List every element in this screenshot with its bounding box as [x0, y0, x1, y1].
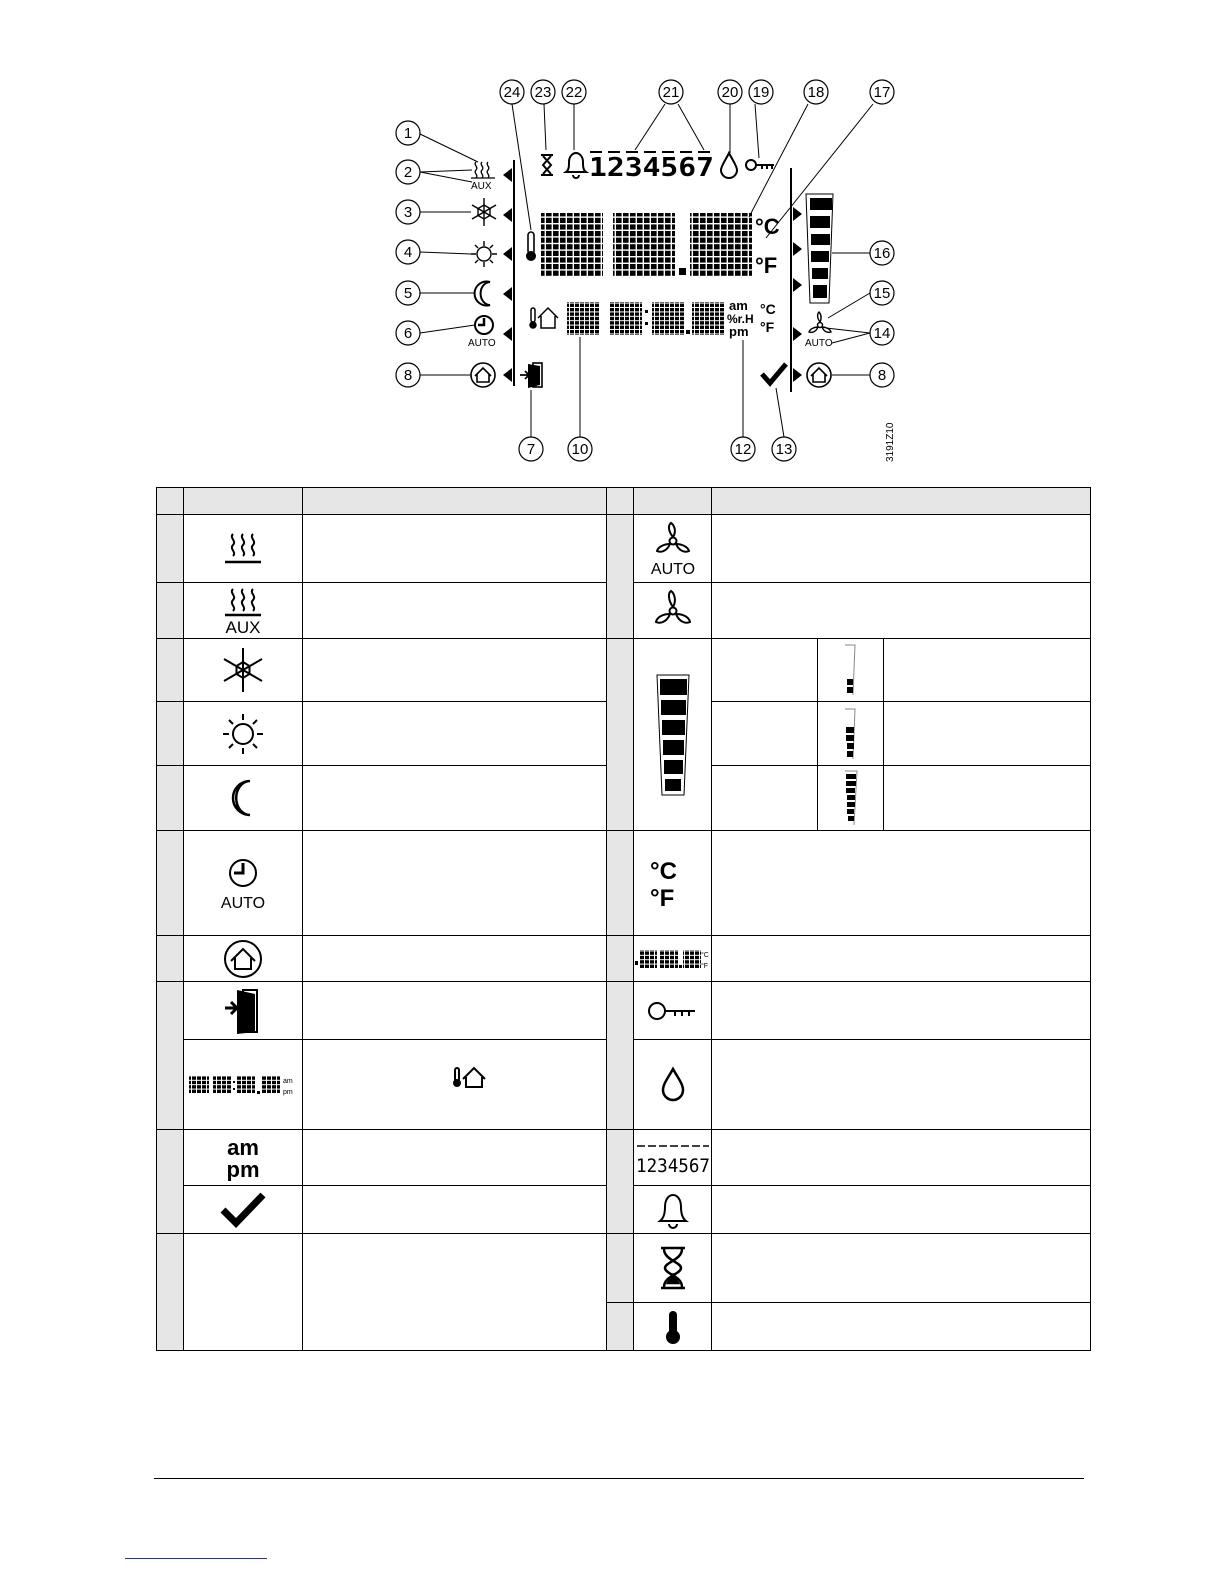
callout-22: 22 — [565, 84, 583, 101]
economy-moon-icon — [221, 775, 265, 821]
time-am: am — [283, 1077, 293, 1085]
am-pm-icon — [218, 1135, 268, 1181]
day-digits-icon — [635, 1138, 711, 1178]
unit-f-legend: °F — [649, 885, 674, 910]
speed-mid-icon — [841, 707, 861, 761]
table-row — [157, 936, 1091, 982]
callout-8-left: 8 — [403, 367, 413, 384]
decimal-point — [679, 268, 686, 275]
unit-f-small: °F — [760, 319, 775, 335]
aux-heating-icon — [221, 587, 265, 635]
bell-icon — [566, 153, 586, 178]
small-dp — [686, 330, 690, 334]
table-row — [157, 1130, 1091, 1186]
fan-auto-icon — [648, 521, 698, 577]
door-icon — [520, 363, 542, 388]
lcd-display-figure — [380, 70, 920, 470]
callout-4: 4 — [403, 244, 413, 261]
footer-link-underline[interactable] — [125, 1558, 267, 1559]
thermometer-icon — [526, 232, 536, 261]
callout-20: 20 — [721, 84, 739, 101]
callout-16: 16 — [873, 245, 891, 262]
digit-block-1 — [541, 213, 603, 276]
drop-icon — [721, 153, 737, 178]
cooling-icon — [472, 198, 496, 226]
footer-rule — [154, 1478, 1084, 1479]
colon-dot-a — [645, 310, 648, 313]
digit-block-2 — [613, 213, 675, 276]
aux-heating-label: AUX — [225, 617, 261, 635]
sun-icon — [471, 241, 497, 267]
callout-5: 5 — [403, 285, 413, 302]
unit-f-main: °F — [755, 253, 778, 278]
temp-segments-icon — [635, 947, 711, 971]
fan-auto-label: AUTO — [650, 560, 695, 577]
unit-c-small: °C — [760, 301, 776, 317]
heating-aux-icon — [471, 162, 495, 178]
fan-icon-legend — [648, 587, 698, 635]
room-thermo-icon — [530, 308, 558, 328]
home-icon — [221, 939, 265, 979]
fan-speed-bar-icon — [653, 673, 693, 797]
ampm-pm: pm — [226, 1156, 260, 1181]
callout-18: 18 — [807, 84, 825, 101]
check-icon-legend — [218, 1190, 268, 1230]
day-digits — [589, 152, 714, 183]
drop-icon-legend — [658, 1065, 688, 1105]
comfort-sun-icon — [221, 711, 265, 757]
right-pointers — [793, 207, 802, 382]
bell-icon-legend — [656, 1191, 690, 1229]
pm-label: pm — [729, 324, 749, 339]
callout-19: 19 — [752, 84, 770, 101]
callout-23: 23 — [534, 84, 552, 101]
cooling-icon-legend — [221, 645, 265, 695]
callout-14: 14 — [873, 325, 891, 342]
aux-label: AUX — [471, 181, 492, 192]
hourglass-icon — [541, 155, 553, 175]
fan-icon — [809, 312, 831, 332]
table-row — [157, 831, 1091, 936]
callout-17: 17 — [873, 84, 891, 101]
callout-21: 21 — [662, 84, 680, 101]
callout-1: 1 — [403, 125, 413, 142]
table-row — [157, 515, 1091, 583]
small-digit-0 — [567, 302, 599, 335]
table-header-row — [157, 488, 1091, 515]
unit-c-main: °C — [755, 214, 780, 239]
callout-2: 2 — [403, 164, 413, 181]
heating-icon — [221, 531, 265, 567]
key-icon — [746, 160, 774, 170]
temp-seg-c: °C — [700, 951, 709, 959]
ampm-am: am — [227, 1134, 259, 1160]
rh-label: %r.H — [727, 312, 754, 326]
auto-clock-icon-legend — [217, 855, 269, 911]
table-row — [157, 982, 1091, 1040]
callout-15: 15 — [873, 285, 891, 302]
auto-clock-icon — [475, 316, 493, 334]
day-digits-legend: 1234567 — [635, 1154, 710, 1177]
callout-12: 12 — [734, 441, 752, 458]
callout-3: 3 — [403, 204, 413, 221]
door-icon-legend — [221, 986, 265, 1036]
speed-high-icon — [841, 769, 861, 827]
callout-8-right: 8 — [877, 367, 887, 384]
callout-7: 7 — [526, 441, 536, 458]
key-icon-legend — [645, 999, 701, 1023]
unit-icon — [648, 856, 698, 910]
day-digits-text: 1234567 — [589, 153, 714, 183]
small-digit-3 — [692, 302, 724, 335]
moon-icon — [475, 282, 490, 306]
auto-label-right: AUTO — [805, 338, 833, 349]
time-segments-icon — [187, 1072, 299, 1098]
callout-24: 24 — [503, 84, 521, 101]
colon-dot-b — [645, 322, 648, 325]
fan-speed-bars — [806, 194, 833, 303]
temp-seg-f: °F — [700, 962, 708, 970]
small-digit-1 — [610, 302, 642, 335]
home-icon-left — [471, 363, 495, 387]
small-digit-2 — [652, 302, 684, 335]
am-label: am — [729, 298, 748, 313]
digit-block-3 — [690, 213, 752, 276]
unit-c-legend: °C — [649, 858, 677, 885]
thermometer-icon-legend — [663, 1309, 683, 1345]
home-icon-right — [807, 363, 831, 387]
callout-13: 13 — [775, 441, 793, 458]
time-pm: pm — [283, 1088, 293, 1096]
hourglass-icon-legend — [658, 1245, 688, 1291]
room-thermo-home-icon — [453, 1065, 487, 1089]
callout-6: 6 — [403, 325, 413, 342]
table-row — [157, 1234, 1091, 1303]
table-row — [157, 639, 1091, 702]
speed-low-icon — [841, 643, 861, 697]
left-pointers — [503, 168, 512, 382]
symbol-legend-table — [156, 487, 1091, 1351]
check-icon — [762, 364, 786, 383]
callout-10: 10 — [571, 441, 589, 458]
auto-clock-label: AUTO — [220, 895, 266, 911]
figure-code: 3191Z10 — [885, 422, 896, 462]
auto-label-left: AUTO — [468, 338, 496, 349]
